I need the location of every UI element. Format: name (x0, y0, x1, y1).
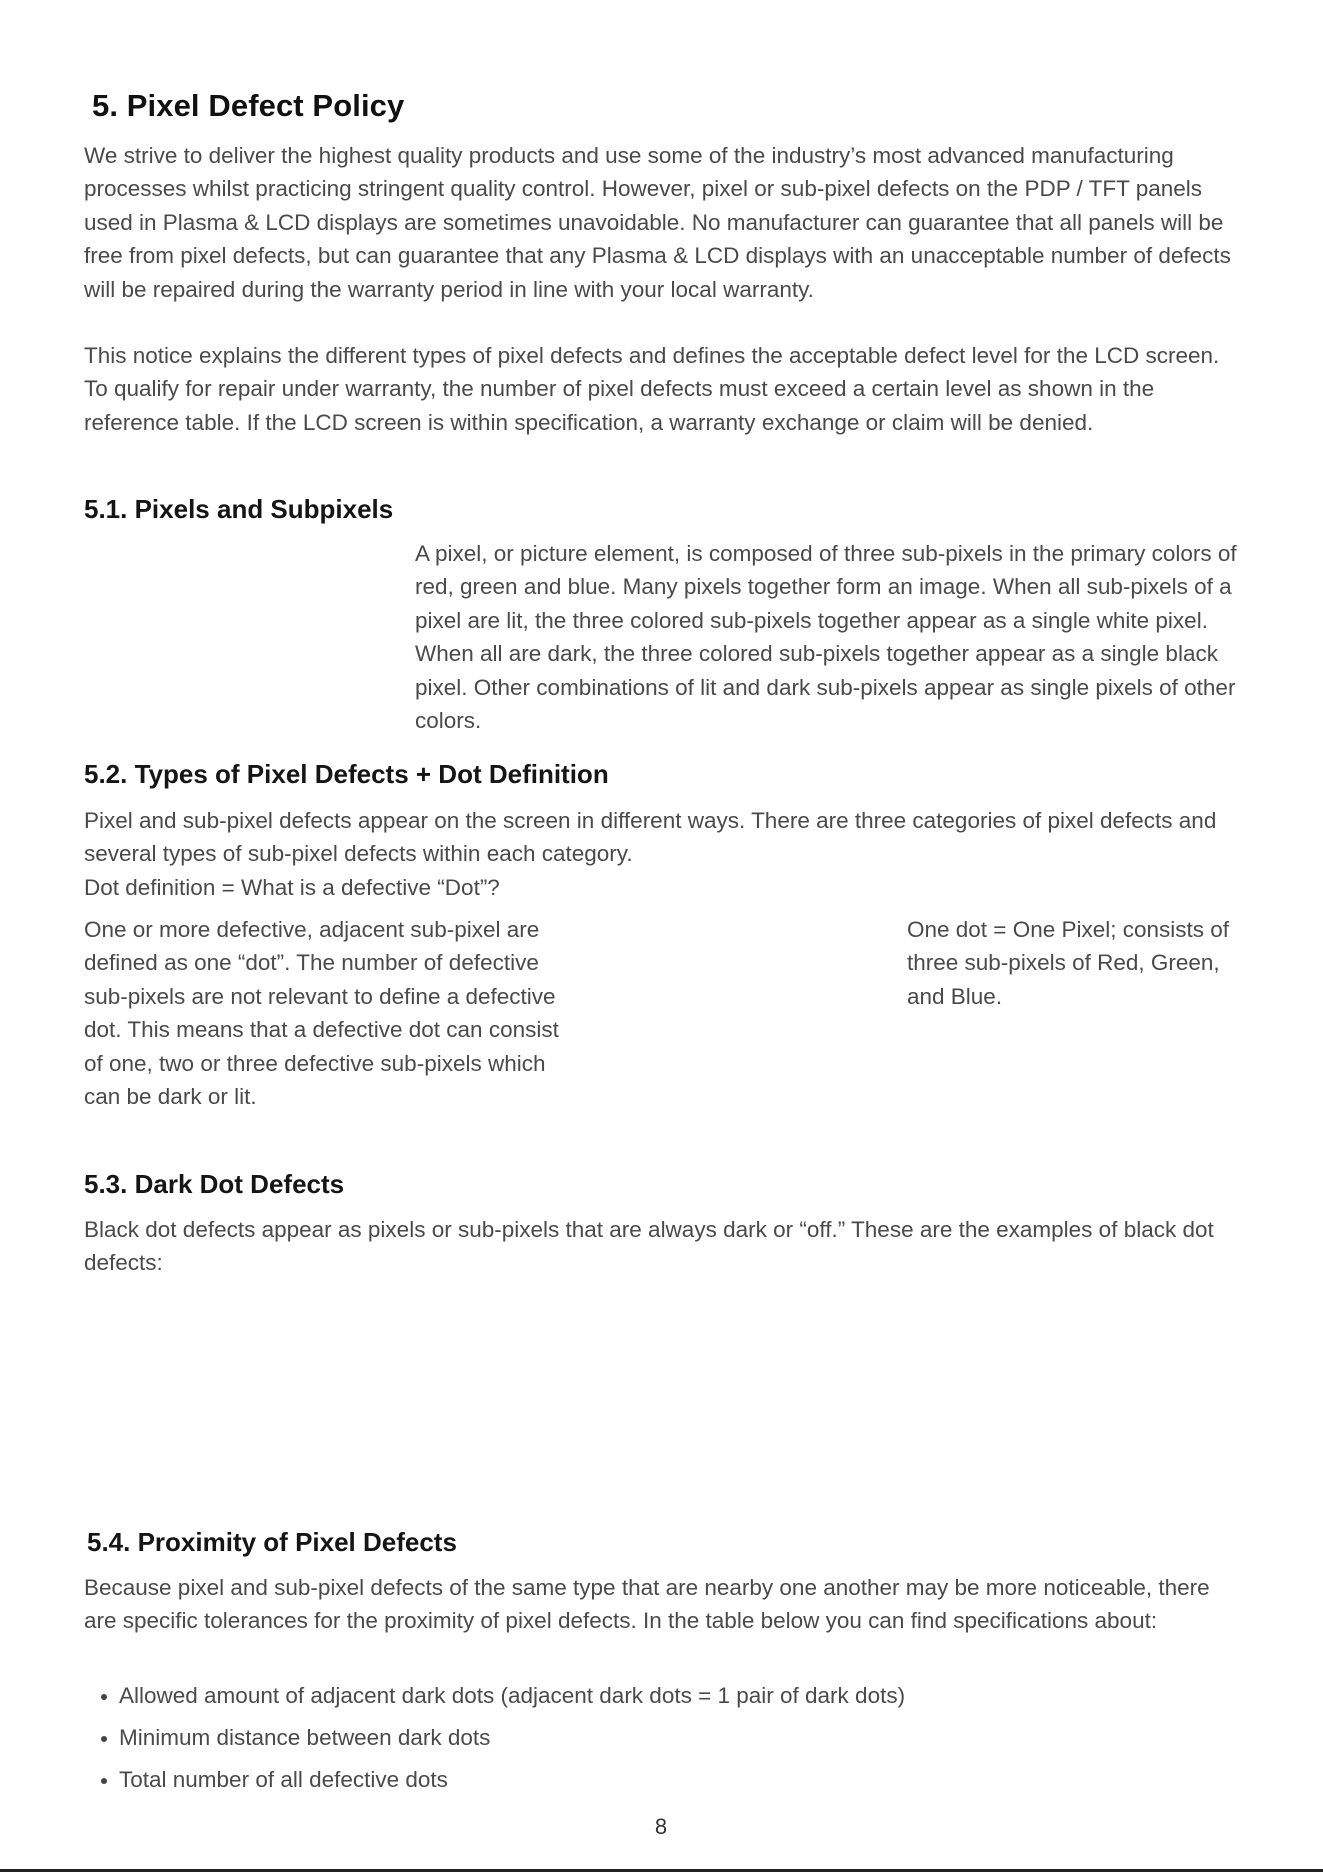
section-5-1-heading: 5.1. Pixels and Subpixels (84, 494, 394, 524)
dot-definition-line: Dot definition = What is a defective “Dot”? (84, 875, 500, 900)
list-item: Minimum distance between dark dots (84, 1717, 1244, 1759)
section-5-intro-paragraph-2: This notice explains the different types of pixel defects and defines the acceptable defect level for the LCD screen. To qualify for repair under warranty, the number of pixel defects must exceed a certain level as shown in the reference table. If the LCD screen is within specification, a warranty exchange or claim will be denied. (84, 343, 1220, 435)
section-5-2-paragraph: Pixel and sub-pixel defects appear on the screen in different ways. There are three categories of pixel defects and several types of sub-pixel defects within each category. (84, 808, 1217, 867)
section-5-3-heading: 5.3. Dark Dot Defects (84, 1169, 345, 1199)
dot-definition-right-text: One dot = One Pixel; consists of three sub-pixels of Red, Green, and Blue. (907, 917, 1230, 1009)
section-5-4-heading: 5.4. Proximity of Pixel Defects (87, 1527, 457, 1557)
section-5-intro-paragraph-1: We strive to deliver the highest quality products and use some of the industry’s most advanced manufacturing processes whilst practicing stringent quality control. However, pixel or sub-pixel defects on the PDP / TFT panels used in Plasma & LCD displays are sometimes unavoidable. No manufacturer can guarantee that all panels will be free from pixel defects, but can guarantee that any Plasma & LCD displays with an unacceptable number of defects will be repaired during the warranty period in line with your local warranty. (84, 143, 1231, 302)
proximity-spec-list (84, 1675, 1244, 1801)
dot-definition-left-text: One or more defective, adjacent sub-pixel are defined as one “dot”. The number of defective sub-pixels are not relevant to define a defective dot. This means that a defective dot can consist of one, two or three defective sub-pixels which can be dark or lit. (84, 917, 559, 1110)
section-5-2-heading: 5.2. Types of Pixel Defects + Dot Definition (84, 759, 609, 789)
page-number: 8 (654, 1814, 668, 1839)
list-item: Allowed amount of adjacent dark dots (adjacent dark dots = 1 pair of dark dots) (84, 1675, 1244, 1717)
section-5-heading: 5. Pixel Defect Policy (92, 88, 405, 123)
section-5-3-paragraph: Black dot defects appear as pixels or sub-pixels that are always dark or “off.” These are the examples of black dot defects: (84, 1217, 1214, 1276)
section-5-4-paragraph: Because pixel and sub-pixel defects of the same type that are nearby one another may be more noticeable, there are specific tolerances for the proximity of pixel defects. In the table below you can find specifications about: (84, 1575, 1210, 1634)
section-5-1-paragraph: A pixel, or picture element, is composed of three sub-pixels in the primary colors of red, green and blue. Many pixels together form an image. When all sub-pixels of a pixel are lit, the three colored sub-pixels together appear as a single white pixel. When all are dark, the three colored sub-pixels together appear as a single black pixel. Other combinations of lit and dark sub-pixels appear as single pixels of other colors. (415, 541, 1237, 734)
list-item: Total number of all defective dots (84, 1759, 1244, 1801)
